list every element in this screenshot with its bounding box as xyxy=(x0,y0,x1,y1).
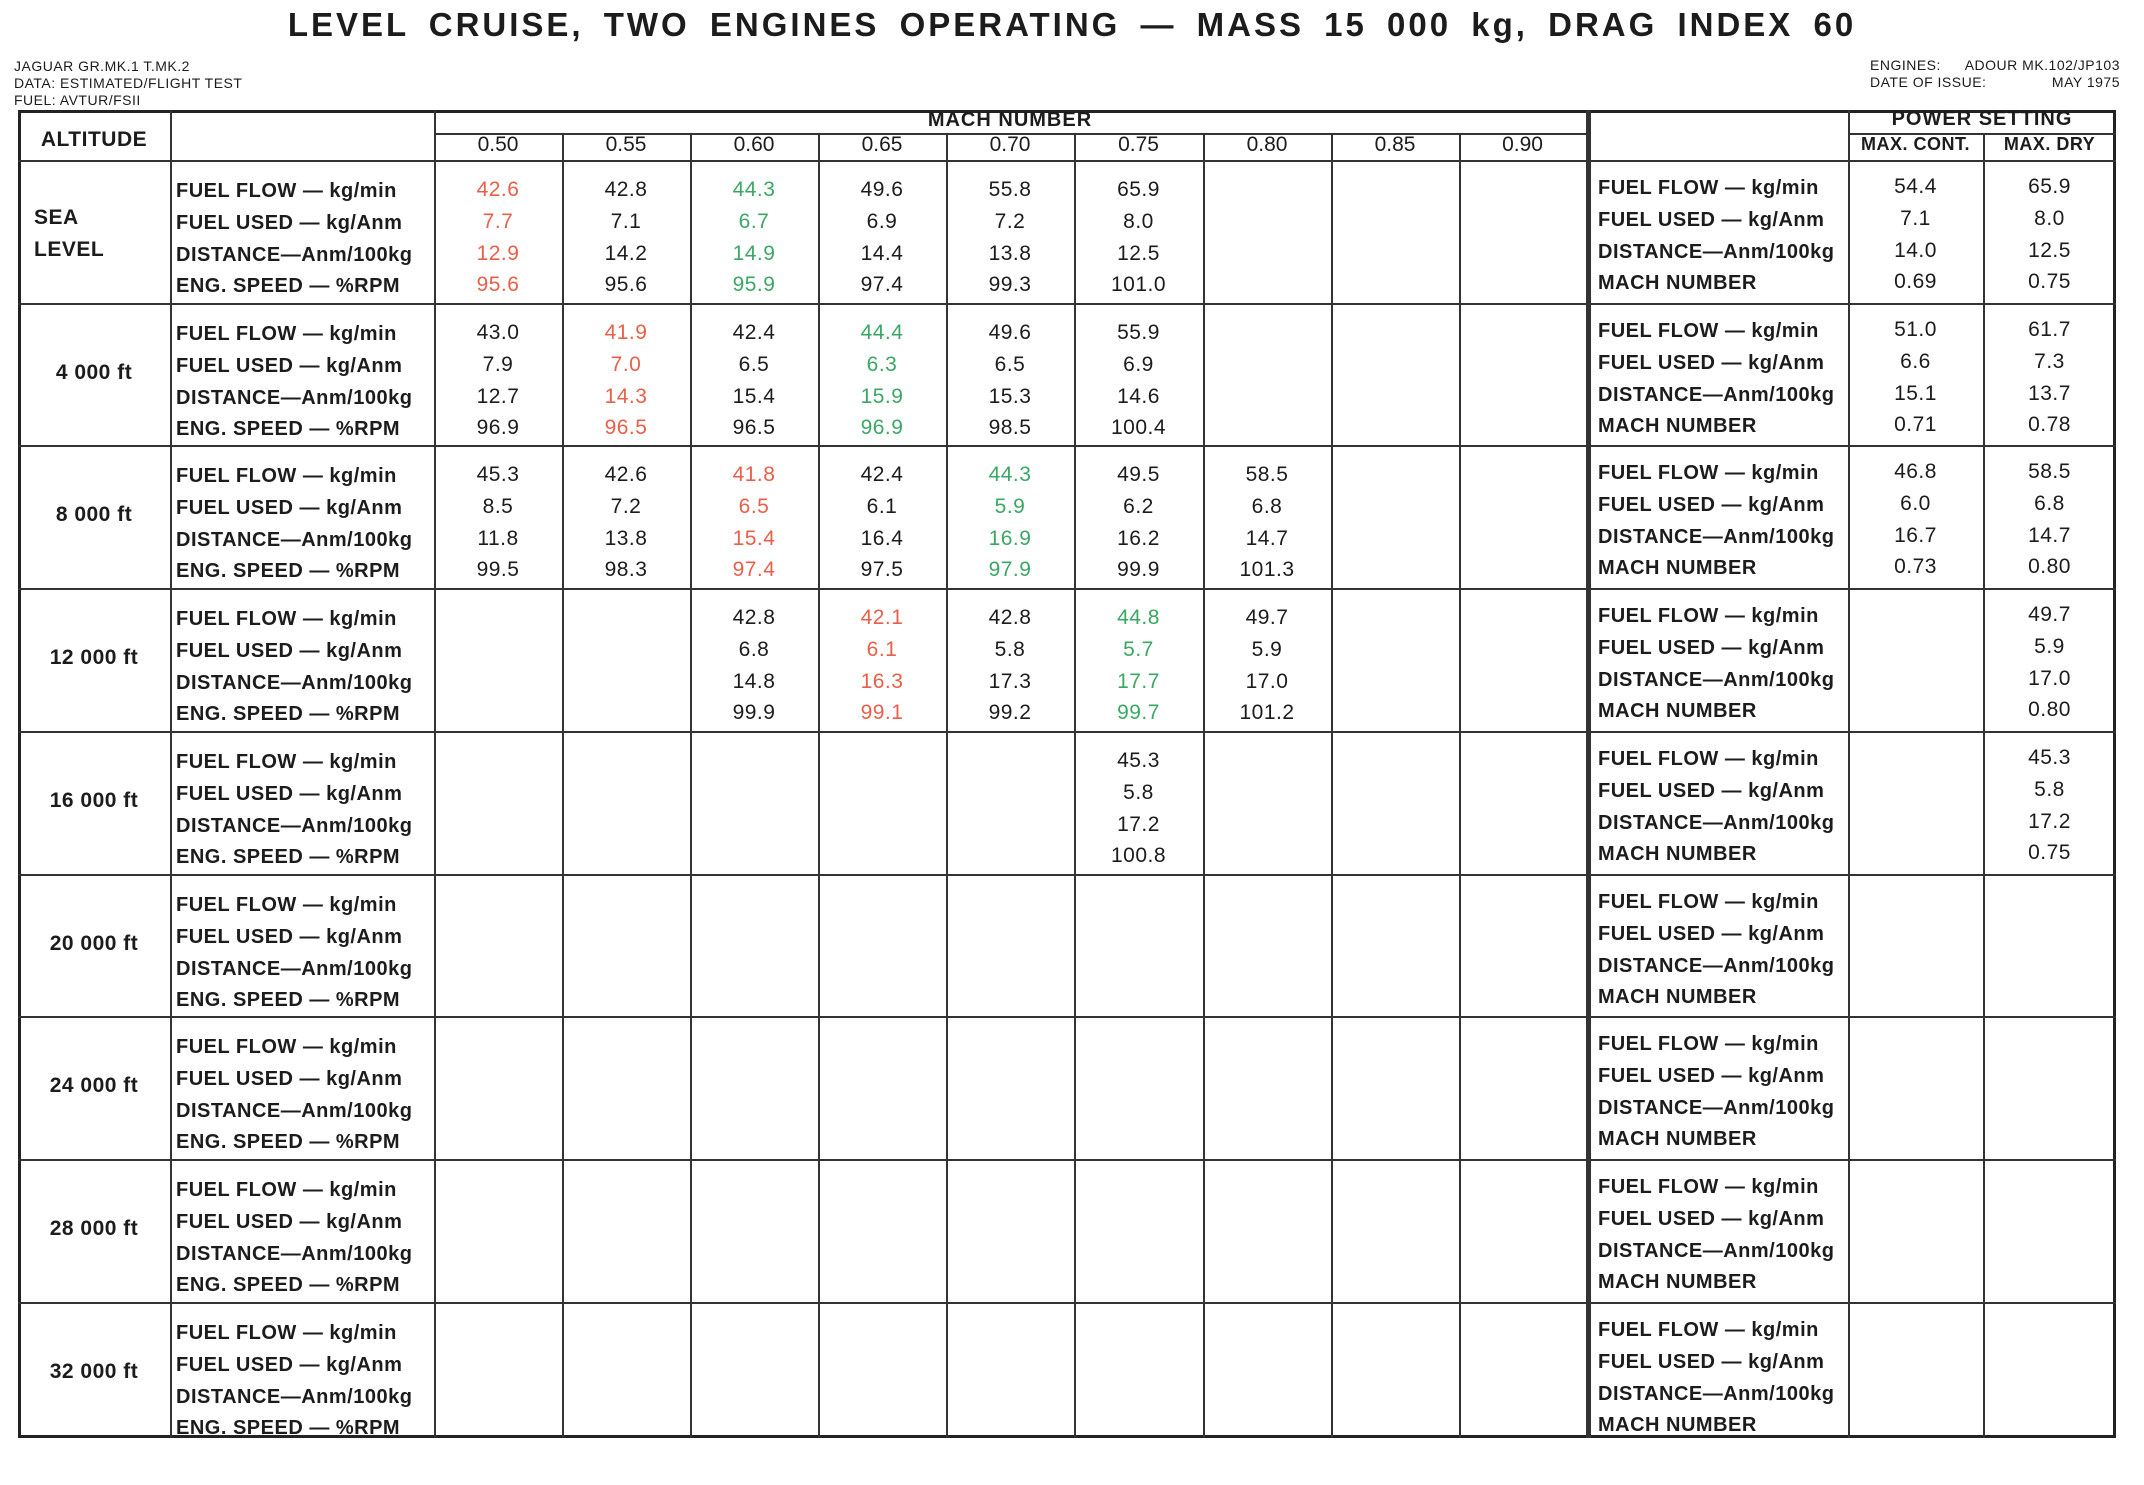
engine-info xyxy=(1870,57,2120,91)
altitude-label: 4 000 ft xyxy=(55,360,133,384)
power-value-cell: 12.5 xyxy=(2028,239,2071,262)
power-parameter-label: MACH NUMBER xyxy=(1598,1270,1757,1293)
value-cell: 99.2 xyxy=(988,701,1032,725)
power-parameter-label: DISTANCE—Anm/100kg xyxy=(1598,526,1835,549)
value-cell: 99.7 xyxy=(1117,701,1160,725)
value-cell: 5.8 xyxy=(1123,780,1154,804)
value-cell: 14.3 xyxy=(604,384,648,408)
value-cell: 16.9 xyxy=(988,527,1032,551)
power-value-cell: 0.75 xyxy=(2028,840,2071,864)
mach-column-header: 0.70 xyxy=(989,133,1031,156)
value-cell: 6.8 xyxy=(1251,495,1283,519)
power-parameter-label: DISTANCE—Anm/100kg xyxy=(1598,241,1835,263)
power-parameter-label: FUEL USED — kg/Anm xyxy=(1598,922,1825,945)
power-value-cell: 0.75 xyxy=(2028,270,2071,293)
value-cell: 17.2 xyxy=(1117,812,1160,836)
power-value-cell: 54.4 xyxy=(1894,175,1937,198)
altitude-label: 16 000 ft xyxy=(49,788,139,812)
power-value-cell: 45.3 xyxy=(2028,745,2071,769)
grid-line xyxy=(170,110,172,1438)
value-cell: 14.8 xyxy=(732,670,776,694)
value-cell: 7.9 xyxy=(482,352,514,376)
value-cell: 99.3 xyxy=(988,273,1032,296)
parameter-label: ENG. SPEED — %RPM xyxy=(176,988,401,1011)
mach-number-header: MACH NUMBER xyxy=(927,109,1093,131)
value-cell: 12.7 xyxy=(476,384,520,408)
parameter-label: FUEL USED — kg/Anm xyxy=(176,925,403,948)
value-cell: 13.8 xyxy=(988,242,1032,265)
value-cell: 45.3 xyxy=(1117,748,1160,772)
altitude-label: 28 000 ft xyxy=(49,1216,139,1240)
value-cell: 96.5 xyxy=(604,415,648,439)
value-cell: 6.9 xyxy=(1123,352,1154,376)
grid-line xyxy=(1848,110,1850,1438)
value-cell: 16.4 xyxy=(860,527,904,551)
power-column-header: MAX. DRY xyxy=(2003,134,2096,154)
grid-line xyxy=(18,731,2116,733)
value-cell: 99.9 xyxy=(1117,558,1160,582)
power-value-cell: 5.9 xyxy=(2034,635,2065,659)
value-cell: 99.9 xyxy=(732,701,776,725)
power-value-cell: 65.9 xyxy=(2028,175,2071,198)
parameter-label: DISTANCE—Anm/100kg xyxy=(176,1385,413,1408)
parameter-label: FUEL USED — kg/Anm xyxy=(176,212,403,234)
mach-column-header: 0.90 xyxy=(1502,133,1543,156)
power-parameter-label: FUEL USED — kg/Anm xyxy=(1598,1065,1825,1088)
parameter-label: FUEL USED — kg/Anm xyxy=(176,354,403,377)
power-value-cell: 14.0 xyxy=(1894,239,1937,262)
parameter-label: ENG. SPEED — %RPM xyxy=(176,703,401,726)
grid-line xyxy=(1459,133,1461,1438)
value-cell: 44.3 xyxy=(988,463,1032,487)
value-cell: 17.3 xyxy=(988,670,1032,694)
value-cell: 42.4 xyxy=(732,320,776,344)
value-cell: 7.1 xyxy=(610,210,642,233)
value-cell: 44.4 xyxy=(860,320,904,344)
power-parameter-label: MACH NUMBER xyxy=(1598,272,1757,294)
parameter-label: FUEL USED — kg/Anm xyxy=(176,497,403,520)
power-value-cell: 0.78 xyxy=(2028,412,2071,436)
performance-table xyxy=(18,110,2116,1438)
value-cell: 6.5 xyxy=(994,352,1026,376)
value-cell: 101.3 xyxy=(1239,558,1295,582)
parameter-label: ENG. SPEED — %RPM xyxy=(176,560,401,583)
value-cell: 42.8 xyxy=(732,606,776,630)
value-cell: 17.0 xyxy=(1245,670,1289,694)
grid-line xyxy=(434,110,436,1438)
value-cell: 5.9 xyxy=(994,495,1026,519)
value-cell: 7.2 xyxy=(610,495,642,519)
power-setting-header: POWER SETTING xyxy=(1891,108,2073,130)
power-parameter-label: MACH NUMBER xyxy=(1598,414,1757,437)
value-cell: 44.3 xyxy=(732,178,776,201)
power-parameter-label: FUEL FLOW — kg/min xyxy=(1598,462,1819,485)
power-parameter-label: FUEL USED — kg/Anm xyxy=(1598,209,1825,231)
parameter-label: DISTANCE—Anm/100kg xyxy=(176,529,413,552)
power-value-cell: 46.8 xyxy=(1894,460,1937,484)
power-parameter-label: FUEL FLOW — kg/min xyxy=(1598,177,1819,199)
power-parameter-label: FUEL FLOW — kg/min xyxy=(1598,1033,1819,1056)
value-cell: 14.2 xyxy=(604,242,648,265)
parameter-label: DISTANCE—Anm/100kg xyxy=(176,386,413,409)
value-cell: 41.9 xyxy=(604,320,648,344)
value-cell: 42.6 xyxy=(604,463,648,487)
grid-line xyxy=(18,1159,2116,1161)
mach-column-header: 0.60 xyxy=(733,133,775,156)
value-cell: 49.5 xyxy=(1117,463,1160,487)
issue-date-label: DATE OF ISSUE: xyxy=(1870,74,1987,90)
value-cell: 11.8 xyxy=(477,527,519,551)
value-cell: 14.6 xyxy=(1117,384,1160,408)
value-cell: 98.3 xyxy=(604,558,648,582)
fuel-type: FUEL: AVTUR/FSII xyxy=(14,92,141,108)
power-parameter-label: FUEL FLOW — kg/min xyxy=(1598,1175,1819,1198)
value-cell: 45.3 xyxy=(476,463,520,487)
value-cell: 7.7 xyxy=(482,210,514,233)
mach-column-header: 0.75 xyxy=(1118,133,1159,156)
altitude-label: LEVEL xyxy=(34,238,105,261)
power-value-cell: 6.8 xyxy=(2034,492,2065,516)
power-parameter-label: FUEL FLOW — kg/min xyxy=(1598,605,1819,628)
power-value-cell: 5.8 xyxy=(2034,777,2065,801)
page-title: LEVEL CRUISE, TWO ENGINES OPERATING — MASS 15 000 kg, DRAG INDEX 60 xyxy=(287,6,1857,43)
power-value-cell: 16.7 xyxy=(1894,524,1937,548)
grid-line xyxy=(18,160,2116,162)
value-cell: 101.0 xyxy=(1110,273,1167,296)
data-source: DATA: ESTIMATED/FLIGHT TEST xyxy=(14,75,243,91)
value-cell: 7.2 xyxy=(994,210,1026,233)
value-cell: 5.8 xyxy=(994,638,1026,662)
parameter-label: DISTANCE—Anm/100kg xyxy=(176,957,413,980)
power-parameter-label: DISTANCE—Anm/100kg xyxy=(1598,669,1835,692)
power-value-cell: 0.71 xyxy=(1894,412,1937,436)
grid-line xyxy=(1588,110,1591,1438)
parameter-label: FUEL FLOW — kg/min xyxy=(176,465,397,488)
power-parameter-label: FUEL FLOW — kg/min xyxy=(1598,747,1819,770)
power-value-cell: 0.80 xyxy=(2028,555,2071,579)
value-cell: 42.1 xyxy=(860,606,904,630)
power-parameter-label: DISTANCE—Anm/100kg xyxy=(1598,954,1835,977)
aircraft-info xyxy=(14,58,242,109)
power-parameter-label: DISTANCE—Anm/100kg xyxy=(1598,1239,1835,1262)
parameter-label: FUEL FLOW — kg/min xyxy=(176,893,397,916)
parameter-label: FUEL USED — kg/Anm xyxy=(176,782,403,805)
power-parameter-label: DISTANCE—Anm/100kg xyxy=(1598,1382,1835,1405)
power-parameter-label: FUEL USED — kg/Anm xyxy=(1598,351,1825,374)
power-parameter-label: MACH NUMBER xyxy=(1598,842,1757,865)
parameter-label: ENG. SPEED — %RPM xyxy=(176,417,401,440)
value-cell: 15.4 xyxy=(732,527,776,551)
engines-value: ADOUR MK.102/JP103 xyxy=(1964,57,2120,73)
parameter-label: DISTANCE—Anm/100kg xyxy=(176,1100,413,1123)
parameter-label: FUEL USED — kg/Anm xyxy=(176,1353,403,1376)
power-value-cell: 58.5 xyxy=(2028,460,2071,484)
value-cell: 8.0 xyxy=(1123,210,1154,233)
value-cell: 6.1 xyxy=(866,638,898,662)
parameter-label: ENG. SPEED — %RPM xyxy=(176,1273,401,1296)
value-cell: 42.8 xyxy=(988,606,1032,630)
grid-line xyxy=(18,1302,2116,1304)
power-value-cell: 7.3 xyxy=(2034,349,2065,373)
value-cell: 7.0 xyxy=(610,352,642,376)
value-cell: 42.8 xyxy=(604,178,648,201)
power-value-cell: 0.80 xyxy=(2028,698,2071,722)
value-cell: 65.9 xyxy=(1117,178,1160,201)
parameter-label: ENG. SPEED — %RPM xyxy=(176,845,401,868)
power-value-cell: 51.0 xyxy=(1894,317,1937,341)
value-cell: 16.3 xyxy=(860,670,904,694)
power-value-cell: 17.0 xyxy=(2028,667,2071,691)
power-parameter-label: FUEL FLOW — kg/min xyxy=(1598,319,1819,342)
value-cell: 43.0 xyxy=(476,320,520,344)
power-parameter-label: FUEL FLOW — kg/min xyxy=(1598,890,1819,913)
power-parameter-label: FUEL USED — kg/Anm xyxy=(1598,1207,1825,1230)
parameter-label: FUEL FLOW — kg/min xyxy=(176,750,397,773)
value-cell: 6.5 xyxy=(738,352,770,376)
grid-line xyxy=(1203,133,1205,1438)
value-cell: 100.4 xyxy=(1110,415,1167,439)
power-value-cell: 0.69 xyxy=(1894,270,1937,293)
value-cell: 55.9 xyxy=(1117,320,1160,344)
mach-column-header: 0.65 xyxy=(861,133,903,156)
power-parameter-label: FUEL USED — kg/Anm xyxy=(1598,1350,1825,1373)
parameter-label: FUEL FLOW — kg/min xyxy=(176,180,397,202)
value-cell: 12.5 xyxy=(1117,242,1160,265)
parameter-label: FUEL FLOW — kg/min xyxy=(176,1036,397,1059)
value-cell: 6.2 xyxy=(1123,495,1154,519)
value-cell: 100.8 xyxy=(1110,843,1167,867)
value-cell: 99.5 xyxy=(476,558,520,582)
altitude-label: 32 000 ft xyxy=(49,1359,139,1383)
value-cell: 15.4 xyxy=(732,384,776,408)
value-cell: 17.7 xyxy=(1117,670,1160,694)
power-value-cell: 15.1 xyxy=(1894,381,1937,405)
power-parameter-label: MACH NUMBER xyxy=(1598,1128,1757,1151)
value-cell: 98.5 xyxy=(988,415,1032,439)
parameter-label: FUEL USED — kg/Anm xyxy=(176,1210,403,1233)
parameter-label: FUEL USED — kg/Anm xyxy=(176,640,403,663)
engines-label: ENGINES: xyxy=(1870,57,1941,73)
power-value-cell: 6.6 xyxy=(1900,349,1931,373)
value-cell: 6.8 xyxy=(738,638,770,662)
value-cell: 15.9 xyxy=(860,384,904,408)
power-value-cell: 13.7 xyxy=(2028,381,2071,405)
power-parameter-label: MACH NUMBER xyxy=(1598,700,1757,723)
grid-line xyxy=(18,1016,2116,1018)
value-cell: 42.4 xyxy=(860,463,904,487)
grid-line xyxy=(18,588,2116,590)
altitude-label: SEA xyxy=(34,206,79,229)
value-cell: 8.5 xyxy=(482,495,514,519)
power-parameter-label: FUEL USED — kg/Anm xyxy=(1598,779,1825,802)
power-value-cell: 0.73 xyxy=(1894,555,1937,579)
value-cell: 101.2 xyxy=(1239,701,1295,725)
value-cell: 96.9 xyxy=(860,415,904,439)
value-cell: 13.8 xyxy=(604,527,648,551)
value-cell: 49.6 xyxy=(988,320,1032,344)
power-value-cell: 14.7 xyxy=(2028,524,2071,548)
parameter-label: DISTANCE—Anm/100kg xyxy=(176,1242,413,1265)
value-cell: 97.5 xyxy=(860,558,904,582)
power-parameter-label: DISTANCE—Anm/100kg xyxy=(1598,383,1835,406)
value-cell: 95.6 xyxy=(476,273,520,296)
value-cell: 97.4 xyxy=(860,273,904,296)
value-cell: 49.7 xyxy=(1245,606,1289,630)
power-column-header: MAX. CONT. xyxy=(1860,134,1970,154)
grid-line xyxy=(1331,133,1333,1438)
power-parameter-label: FUEL USED — kg/Anm xyxy=(1598,637,1825,660)
value-cell: 44.8 xyxy=(1117,606,1160,630)
power-parameter-label: MACH NUMBER xyxy=(1598,557,1757,580)
mach-column-header: 0.85 xyxy=(1374,133,1416,156)
power-parameter-label: MACH NUMBER xyxy=(1598,985,1757,1008)
value-cell: 14.7 xyxy=(1245,527,1289,551)
value-cell: 49.6 xyxy=(860,178,904,201)
power-parameter-label: DISTANCE—Anm/100kg xyxy=(1598,811,1835,834)
altitude-label: 24 000 ft xyxy=(49,1074,139,1098)
power-value-cell: 61.7 xyxy=(2028,317,2071,341)
power-value-cell: 17.2 xyxy=(2028,809,2071,833)
parameter-label: FUEL FLOW — kg/min xyxy=(176,322,397,345)
value-cell: 95.6 xyxy=(604,273,648,296)
grid-line xyxy=(18,303,2116,305)
parameter-label: FUEL FLOW — kg/min xyxy=(176,608,397,631)
parameter-label: FUEL USED — kg/Anm xyxy=(176,1068,403,1091)
value-cell: 14.4 xyxy=(860,242,904,265)
mach-column-header: 0.55 xyxy=(605,133,647,156)
value-cell: 96.5 xyxy=(732,415,776,439)
value-cell: 96.9 xyxy=(476,415,520,439)
aircraft-type: JAGUAR GR.MK.1 T.MK.2 xyxy=(14,58,190,74)
parameter-label: ENG. SPEED — %RPM xyxy=(176,1131,401,1154)
issue-date-value: MAY 1975 xyxy=(2051,74,2120,90)
value-cell: 41.8 xyxy=(732,463,776,487)
altitude-header: ALTITUDE xyxy=(40,128,148,151)
power-value-cell: 6.0 xyxy=(1900,492,1931,516)
value-cell: 95.9 xyxy=(732,273,776,296)
power-value-cell: 7.1 xyxy=(1900,207,1931,230)
value-cell: 42.6 xyxy=(476,178,520,201)
power-value-cell: 8.0 xyxy=(2034,207,2065,230)
power-parameter-label: FUEL USED — kg/Anm xyxy=(1598,494,1825,517)
value-cell: 6.7 xyxy=(738,210,770,233)
parameter-label: ENG. SPEED — %RPM xyxy=(176,1416,401,1439)
altitude-label: 20 000 ft xyxy=(49,931,139,955)
value-cell: 6.1 xyxy=(866,495,898,519)
value-cell: 58.5 xyxy=(1245,463,1289,487)
altitude-label: 8 000 ft xyxy=(55,503,133,527)
value-cell: 5.9 xyxy=(1251,638,1283,662)
value-cell: 6.5 xyxy=(738,495,770,519)
value-cell: 6.3 xyxy=(866,352,898,376)
value-cell: 14.9 xyxy=(732,242,776,265)
parameter-label: DISTANCE—Anm/100kg xyxy=(176,244,413,266)
grid-line xyxy=(18,445,2116,447)
value-cell: 97.9 xyxy=(988,558,1032,582)
value-cell: 12.9 xyxy=(476,242,520,265)
grid-line xyxy=(18,874,2116,876)
parameter-label: DISTANCE—Anm/100kg xyxy=(176,672,413,695)
value-cell: 16.2 xyxy=(1117,527,1160,551)
mach-column-header: 0.80 xyxy=(1246,133,1288,156)
value-cell: 99.1 xyxy=(860,701,904,725)
value-cell: 6.9 xyxy=(866,210,898,233)
mach-column-header: 0.50 xyxy=(477,133,519,156)
power-parameter-label: MACH NUMBER xyxy=(1598,1413,1757,1436)
value-cell: 5.7 xyxy=(1123,638,1154,662)
altitude-label: 12 000 ft xyxy=(49,646,139,670)
power-value-cell: 49.7 xyxy=(2028,603,2071,627)
parameter-label: FUEL FLOW — kg/min xyxy=(176,1321,397,1344)
power-parameter-label: DISTANCE—Anm/100kg xyxy=(1598,1097,1835,1120)
value-cell: 15.3 xyxy=(988,384,1032,408)
parameter-label: FUEL FLOW — kg/min xyxy=(176,1178,397,1201)
parameter-label: DISTANCE—Anm/100kg xyxy=(176,814,413,837)
value-cell: 55.8 xyxy=(988,178,1032,201)
parameter-label: ENG. SPEED — %RPM xyxy=(176,275,401,297)
power-parameter-label: FUEL FLOW — kg/min xyxy=(1598,1318,1819,1341)
value-cell: 97.4 xyxy=(732,558,776,582)
